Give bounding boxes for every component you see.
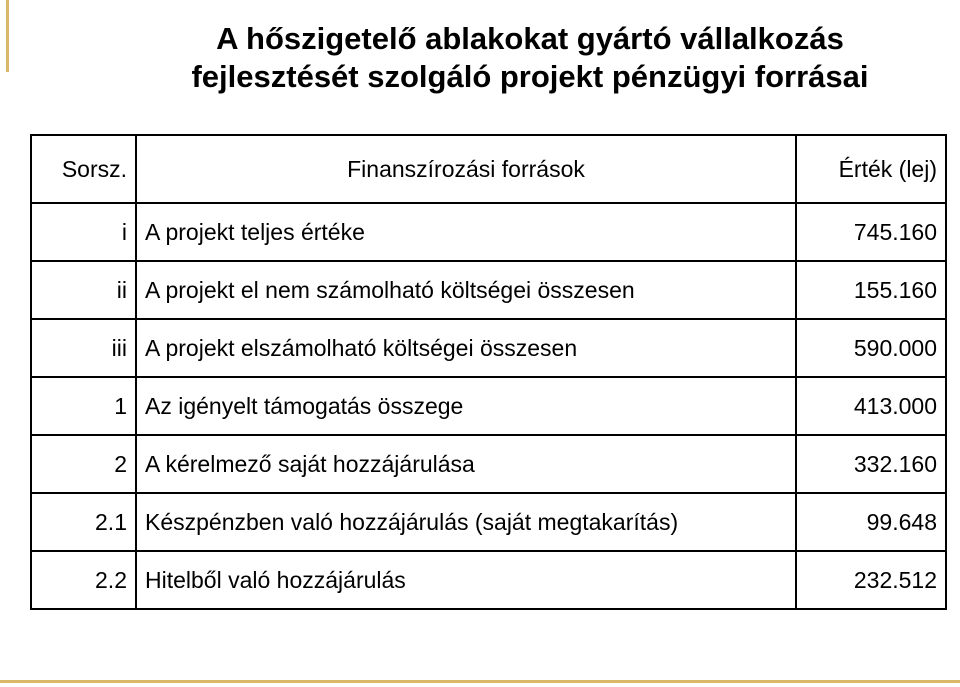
row-value: 99.648	[796, 493, 946, 551]
row-source: Hitelből való hozzájárulás	[136, 551, 796, 609]
row-source: A kérelmező saját hozzájárulása	[136, 435, 796, 493]
row-number: 2.2	[31, 551, 136, 609]
header-value: Érték (lej)	[796, 135, 946, 203]
row-number: 1	[31, 377, 136, 435]
row-number: 2.1	[31, 493, 136, 551]
row-number: iii	[31, 319, 136, 377]
row-number: 2	[31, 435, 136, 493]
financing-table	[30, 134, 947, 610]
table-row	[31, 377, 946, 435]
row-value: 590.000	[796, 319, 946, 377]
header-source: Finanszírozási források	[136, 135, 796, 203]
table-row	[31, 435, 946, 493]
table-row	[31, 493, 946, 551]
table-header-row	[31, 135, 946, 203]
row-source: A projekt elszámolható költségei összesen	[136, 319, 796, 377]
table-row	[31, 261, 946, 319]
row-source: Készpénzben való hozzájárulás (saját megtakarítás)	[136, 493, 796, 551]
header-number: Sorsz.	[31, 135, 136, 203]
row-source: A projekt teljes értéke	[136, 203, 796, 261]
page-title-line-2: fejlesztését szolgáló projekt pénzügyi forrásai	[191, 59, 869, 94]
row-number: i	[31, 203, 136, 261]
page-title-line-1: A hőszigetelő ablakokat gyártó vállalkozás	[216, 21, 844, 56]
page-title	[0, 20, 960, 96]
row-value: 413.000	[796, 377, 946, 435]
row-value: 155.160	[796, 261, 946, 319]
row-value: 232.512	[796, 551, 946, 609]
row-source: A projekt el nem számolható költségei összesen	[136, 261, 796, 319]
table-row	[31, 319, 946, 377]
table-row	[31, 551, 946, 609]
row-source: Az igényelt támogatás összege	[136, 377, 796, 435]
decorative-bottom-line	[0, 680, 960, 683]
row-value: 745.160	[796, 203, 946, 261]
table-row	[31, 203, 946, 261]
row-value: 332.160	[796, 435, 946, 493]
row-number: ii	[31, 261, 136, 319]
